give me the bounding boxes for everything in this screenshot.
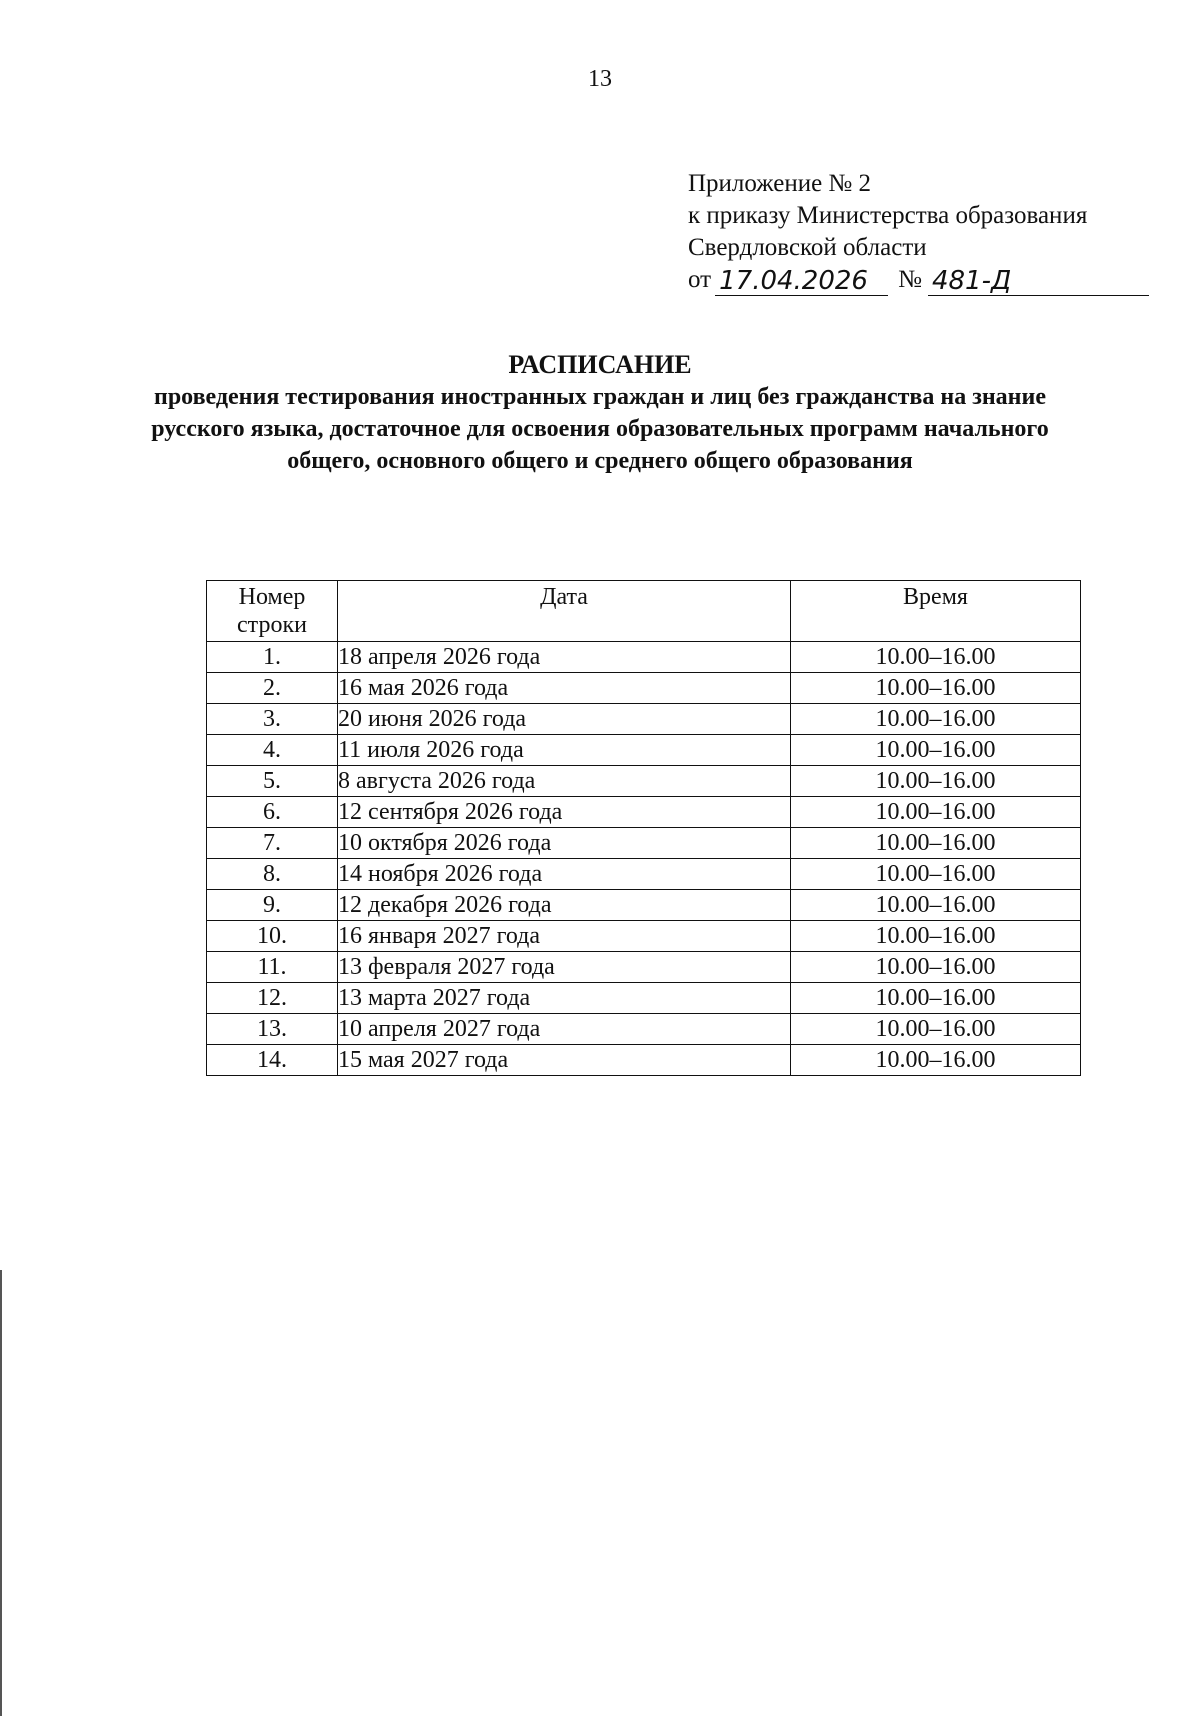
time-cell: 10.00–16.00 [791, 983, 1081, 1014]
handwritten-date: 17.04.2026 [715, 267, 888, 296]
row-number-cell: 5. [207, 766, 338, 797]
row-number-cell: 4. [207, 735, 338, 766]
date-cell: 13 марта 2027 года [338, 983, 791, 1014]
date-cell: 16 мая 2026 года [338, 673, 791, 704]
date-cell: 13 февраля 2027 года [338, 952, 791, 983]
table-row [207, 952, 1081, 983]
table-row [207, 642, 1081, 673]
date-cell: 8 августа 2026 года [338, 766, 791, 797]
date-cell: 16 января 2027 года [338, 921, 791, 952]
row-number-cell: 2. [207, 673, 338, 704]
date-cell: 10 апреля 2027 года [338, 1014, 791, 1045]
date-cell: 12 сентября 2026 года [338, 797, 791, 828]
row-number-cell: 11. [207, 952, 338, 983]
date-cell: 20 июня 2026 года [338, 704, 791, 735]
row-number-cell: 6. [207, 797, 338, 828]
date-cell: 10 октября 2026 года [338, 828, 791, 859]
table-row [207, 797, 1081, 828]
time-cell: 10.00–16.00 [791, 1014, 1081, 1045]
table-row [207, 1014, 1081, 1045]
appendix-line-2: к приказу Министерства образования [688, 202, 1088, 229]
row-number-cell: 14. [207, 1045, 338, 1076]
time-cell: 10.00–16.00 [791, 921, 1081, 952]
table-row [207, 766, 1081, 797]
document-subtitle: проведения тестирования иностранных граждан и лиц без гражданства на знание русского языка, достаточное для освоения образовательных программ начального общего, основного общего и среднего общего образования [151, 384, 1049, 474]
time-cell: 10.00–16.00 [791, 859, 1081, 890]
time-cell: 10.00–16.00 [791, 1045, 1081, 1076]
date-cell: 15 мая 2027 года [338, 1045, 791, 1076]
time-cell: 10.00–16.00 [791, 735, 1081, 766]
time-cell: 10.00–16.00 [791, 642, 1081, 673]
row-number-cell: 10. [207, 921, 338, 952]
scan-edge-line [0, 1270, 2, 1716]
time-cell: 10.00–16.00 [791, 952, 1081, 983]
table-row [207, 673, 1081, 704]
document-title: РАСПИСАНИЕ [508, 350, 692, 379]
order-date-number-line [688, 264, 1149, 296]
row-number-cell: 7. [207, 828, 338, 859]
appendix-block [688, 168, 1149, 296]
table-row [207, 828, 1081, 859]
schedule-table-body [207, 642, 1081, 1076]
row-number-cell: 1. [207, 642, 338, 673]
header-row-number-line-2: строки [237, 612, 307, 638]
date-prefix: от [688, 266, 712, 293]
page-number: 13 [588, 66, 612, 92]
time-cell: 10.00–16.00 [791, 890, 1081, 921]
row-number-cell: 12. [207, 983, 338, 1014]
row-number-cell: 3. [207, 704, 338, 735]
header-row-number [207, 581, 338, 642]
table-row [207, 1045, 1081, 1076]
appendix-line-3: Свердловской области [688, 234, 927, 261]
row-number-cell: 13. [207, 1014, 338, 1045]
table-row [207, 890, 1081, 921]
row-number-cell: 9. [207, 890, 338, 921]
date-cell: 14 ноября 2026 года [338, 859, 791, 890]
appendix-line-1: Приложение № 2 [688, 170, 872, 197]
time-cell: 10.00–16.00 [791, 797, 1081, 828]
table-row [207, 704, 1081, 735]
table-row [207, 983, 1081, 1014]
table-header-row [207, 581, 1081, 642]
schedule-table [206, 580, 1081, 1076]
time-cell: 10.00–16.00 [791, 673, 1081, 704]
header-time: Время [791, 581, 1081, 642]
table-row [207, 735, 1081, 766]
row-number-cell: 8. [207, 859, 338, 890]
header-date: Дата [338, 581, 791, 642]
table-row [207, 921, 1081, 952]
time-cell: 10.00–16.00 [791, 704, 1081, 735]
table-row [207, 859, 1081, 890]
header-row-number-line-1: Номер [238, 584, 306, 610]
time-cell: 10.00–16.00 [791, 766, 1081, 797]
date-cell: 11 июля 2026 года [338, 735, 791, 766]
number-prefix: № [898, 266, 922, 293]
document-heading [140, 349, 1060, 477]
time-cell: 10.00–16.00 [791, 828, 1081, 859]
handwritten-order-number: 481-Д [928, 267, 1149, 296]
date-cell: 18 апреля 2026 года [338, 642, 791, 673]
date-cell: 12 декабря 2026 года [338, 890, 791, 921]
